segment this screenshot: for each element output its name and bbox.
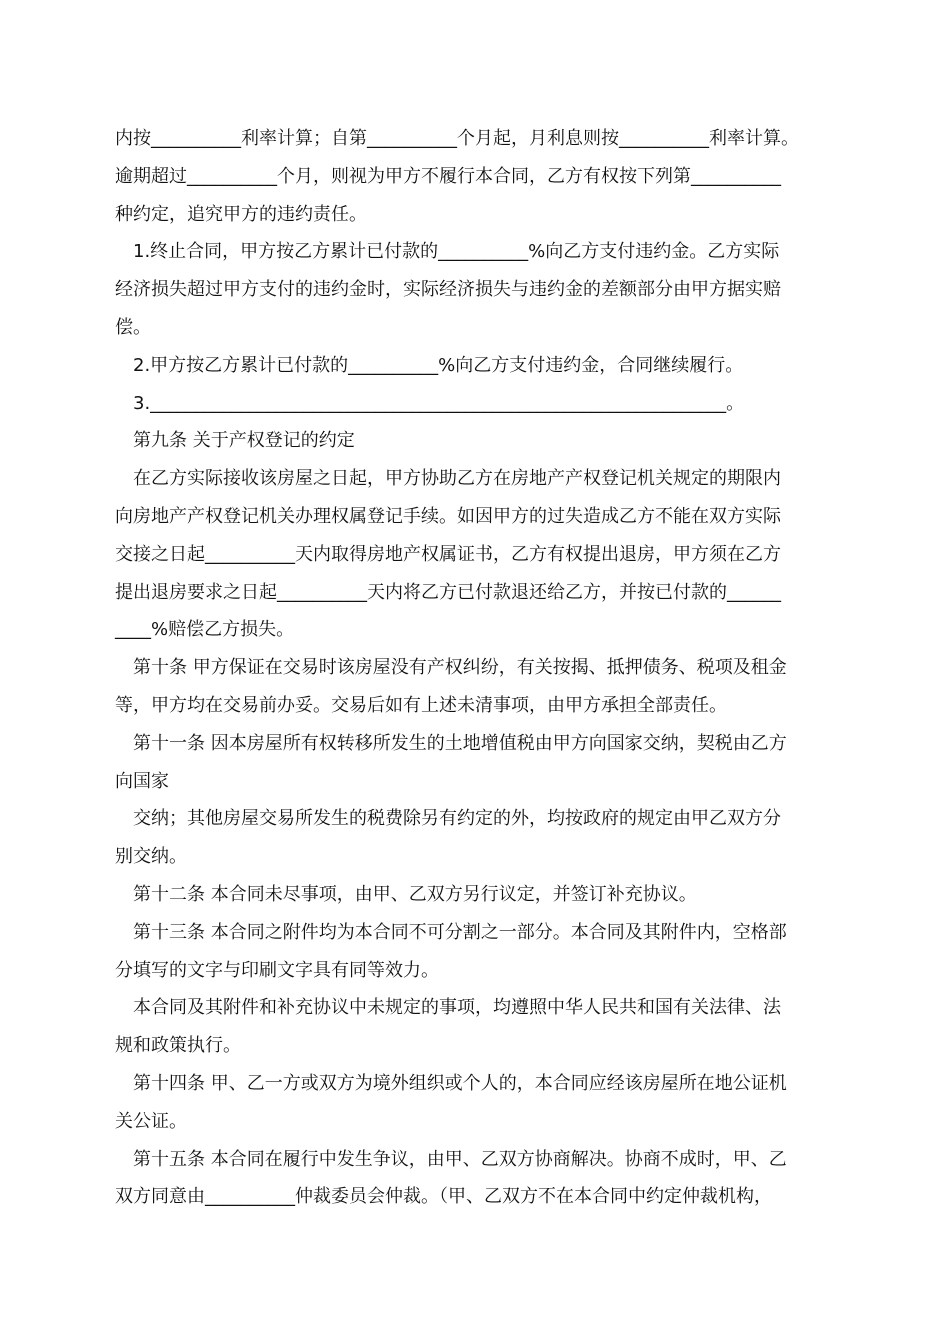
text-line: 向房地产产权登记机关办理权属登记手续。如因甲方的过失造成乙方不能在双方实际 xyxy=(115,505,781,527)
text-line: 向国家 xyxy=(115,770,169,792)
article-11-text: 第十一条 因本房屋所有权转移所发生的土地增值税由甲方向国家交纳，契税由乙方 xyxy=(133,732,787,754)
text-line: 分填写的文字与印刷文字具有同等效力。 xyxy=(115,959,439,981)
text-line: 偿。 xyxy=(115,316,151,338)
clause-1-line: 1.终止合同，甲方按乙方累计已付款的__________%向乙方支付违约金。乙方实际 xyxy=(133,241,780,263)
article-14-text: 第十四条 甲、乙一方或双方为境外组织或个人的，本合同应经该房屋所在地公证机 xyxy=(133,1072,787,1094)
text-line: 别交纳。 xyxy=(115,846,187,868)
article-15-text: 第十五条 本合同在履行中发生争议，由甲、乙双方协商解决。协商不成时，甲、乙 xyxy=(133,1148,787,1170)
article-10-text: 第十条 甲方保证在交易时该房屋没有产权纠纷，有关按揭、抵押债务、税项及租金 xyxy=(133,657,787,679)
text-line: ____%赔偿乙方损失。 xyxy=(115,619,295,641)
text-line: 种约定，追究甲方的违约责任。 xyxy=(115,203,367,225)
clause-2-line: 2.甲方按乙方累计已付款的__________%向乙方支付违约金，合同继续履行。 xyxy=(133,354,744,376)
text-line: 交纳；其他房屋交易所发生的税费除另有约定的外，均按政府的规定由甲乙双方分 xyxy=(133,808,781,830)
article-9-text: 在乙方实际接收该房屋之日起，甲方协助乙方在房地产产权登记机关规定的期限内 xyxy=(133,468,781,490)
article-13-text: 第十三条 本合同之附件均为本合同不可分割之一部分。本合同及其附件内，空格部 xyxy=(133,921,787,943)
text-line: 规和政策执行。 xyxy=(115,1035,241,1057)
article-12-text: 第十二条 本合同未尽事项，由甲、乙双方另行议定，并签订补充协议。 xyxy=(133,883,697,905)
text-line: 逾期超过__________个月，则视为甲方不履行本合同，乙方有权按下列第__________ xyxy=(115,165,781,187)
text-line: 交接之日起__________天内取得房地产权属证书，乙方有权提出退房，甲方须在乙方 xyxy=(115,543,781,565)
supplement-text: 本合同及其附件和补充协议中未规定的事项，均遵照中华人民共和国有关法律、法 xyxy=(133,997,781,1019)
text-line: 内按__________利率计算；自第__________个月起，月利息则按__________利率计算。 xyxy=(115,128,799,149)
clause-3-line: 3.________________________________________________________________。 xyxy=(133,392,745,414)
text-line: 提出退房要求之日起__________天内将乙方已付款退还给乙方，并按已付款的______ xyxy=(115,581,781,603)
text-line: 关公证。 xyxy=(115,1110,187,1132)
text-line: 等，甲方均在交易前办妥。交易后如有上述未清事项，由甲方承担全部责任。 xyxy=(115,694,727,716)
document-body xyxy=(115,120,840,1216)
article-9-heading: 第九条 关于产权登记的约定 xyxy=(133,430,355,452)
text-line: 经济损失超过甲方支付的违约金时，实际经济损失与违约金的差额部分由甲方据实赔 xyxy=(115,279,781,301)
text-line: 双方同意由__________仲裁委员会仲裁。（甲、乙双方不在本合同中约定仲裁机构， xyxy=(115,1186,772,1208)
